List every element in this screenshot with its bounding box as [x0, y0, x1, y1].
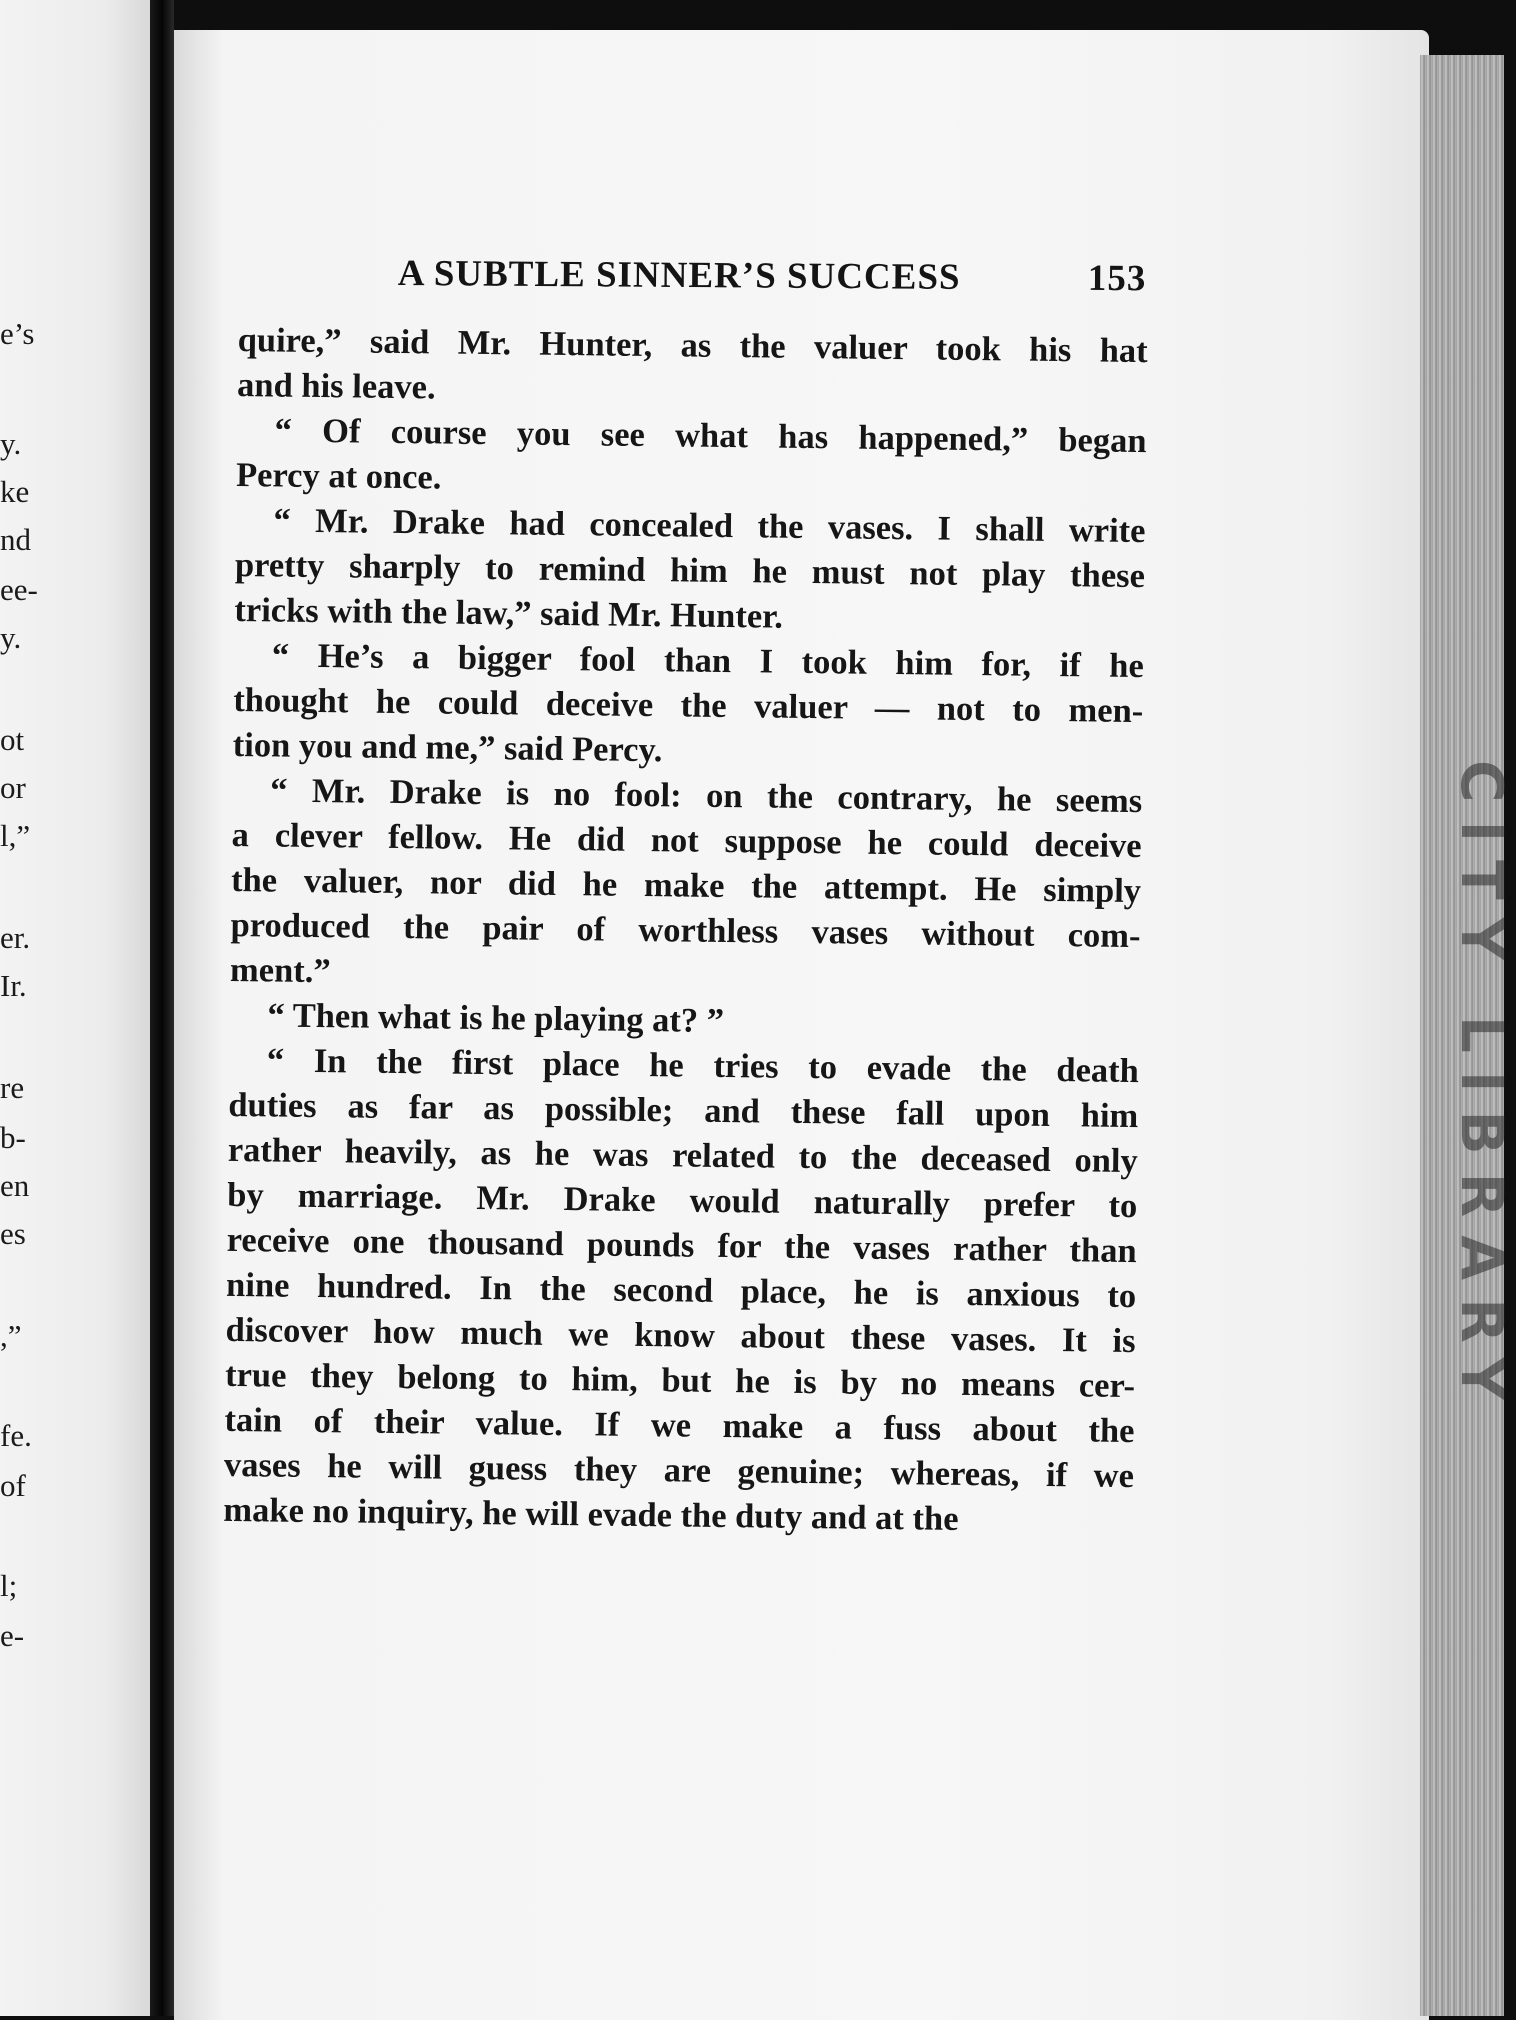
left-page-fragment: re	[0, 1070, 25, 1105]
paragraph	[223, 1038, 1139, 1544]
text-line: produced the pair of worthless vases without com-	[230, 905, 1141, 956]
text-line: true they belong to him, but he is by no means cer-	[224, 1355, 1136, 1406]
paragraph	[230, 768, 1143, 1004]
left-page-fragment: y.	[0, 620, 22, 655]
left-page-fragment: l;	[0, 1568, 18, 1603]
left-page-fragment: ,”	[0, 1318, 22, 1353]
text-line: “ Mr. Drake is no fool: on the contrary, he seems	[269, 771, 1143, 821]
left-page-fragment: or	[0, 770, 26, 805]
text-line: vases he will guess they are genuine; whereas, if we	[223, 1445, 1135, 1496]
text-line: by marriage. Mr. Drake would naturally prefer to	[227, 1175, 1138, 1226]
text-line: tion you and me,” said Percy.	[232, 725, 663, 770]
paragraph	[233, 633, 1145, 779]
text-line: pretty sharply to remind him he must not play these	[234, 545, 1146, 596]
text-line: “ Then what is he playing at? ”	[267, 996, 725, 1040]
paragraph	[234, 498, 1146, 644]
left-page-fragment: b-	[0, 1120, 26, 1155]
text-line: duties as far as possible; and these fall upon him	[228, 1085, 1139, 1136]
text-line: “ He’s a bigger fool than I took him for, if he	[271, 636, 1145, 686]
text-line: quire,” said Mr. Hunter, as the valuer took his hat	[237, 320, 1148, 371]
left-page-fragment: nd	[0, 522, 31, 557]
book-gutter	[150, 0, 174, 2016]
library-stamp: CITY LIBRARY	[1448, 760, 1516, 1418]
page-number: 153	[1087, 257, 1147, 300]
left-page-fragment: er.	[0, 920, 31, 955]
text-line: rather heavily, as he was related to the deceased only	[227, 1130, 1138, 1181]
left-page-fragment: ke	[0, 474, 30, 509]
text-line: tricks with the law,” said Mr. Hunter.	[234, 590, 784, 636]
left-page-fragment: e-	[0, 1618, 25, 1653]
left-page-fragment: of	[0, 1468, 26, 1503]
left-page-fragment: Ir.	[0, 968, 27, 1003]
text-line: make no inquiry, he will evade the duty and at the	[223, 1490, 959, 1538]
text-line: “ Mr. Drake had concealed the vases. I shall write	[273, 501, 1146, 551]
paragraph	[237, 318, 1148, 419]
left-page-fragment: en	[0, 1168, 30, 1203]
text-line: nine hundred. In the second place, he is anxious to	[225, 1265, 1137, 1316]
text-line: ment.”	[229, 950, 331, 991]
text-line: a clever fellow. He did not suppose he could deceive	[231, 815, 1142, 866]
text-line: and his leave.	[236, 365, 436, 407]
left-page-fragment: ot	[0, 722, 25, 757]
paragraph	[236, 408, 1147, 509]
text-line: the valuer, nor did he make the attempt. He simply	[230, 860, 1142, 911]
body-text	[223, 318, 1148, 1544]
text-line: “ In the first place he tries to evade the death	[266, 1041, 1140, 1091]
left-page-fragment: e’s	[0, 316, 35, 351]
text-line: thought he could deceive the valuer — not to men-	[233, 680, 1144, 731]
text-line: receive one thousand pounds for the vases rather than	[226, 1220, 1137, 1271]
left-page-fragment: ee-	[0, 572, 38, 607]
left-page-fragment: fe.	[0, 1418, 32, 1453]
left-page-fragment: y.	[0, 426, 22, 461]
text-line: “ Of course you see what has happened,” began	[274, 411, 1147, 461]
previous-page	[0, 0, 150, 2016]
running-head-title: A SUBTLE SINNER’S SUCCESS	[397, 252, 961, 298]
text-line: Percy at once.	[235, 455, 442, 497]
running-head	[398, 252, 1158, 300]
left-page-fragment: es	[0, 1216, 26, 1251]
text-line: discover how much we know about these vases. It is	[225, 1310, 1136, 1361]
left-page-fragment: l,”	[0, 818, 31, 853]
text-line: tain of their value. If we make a fuss about the	[224, 1400, 1135, 1451]
